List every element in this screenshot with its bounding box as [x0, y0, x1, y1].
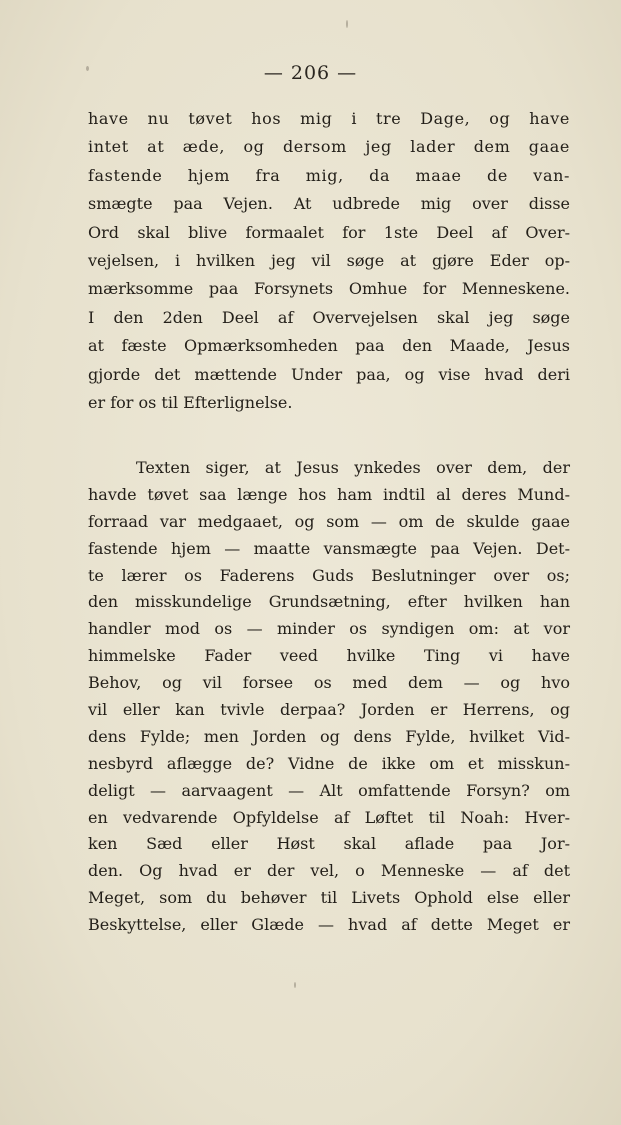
- text-line: nesbyrd aflægge de? Vidne de ikke om et misskun-: [88, 753, 570, 773]
- page-number: — 206 —: [263, 62, 358, 84]
- text-line: Beskyttelse, eller Glæde — hvad af dette Meget er: [88, 915, 570, 935]
- paragraph-texten: [88, 455, 570, 939]
- paragraph-continuation: [88, 105, 570, 417]
- text-line: himmelske Fader veed hvilke Ting vi have: [88, 646, 570, 666]
- paper-speck: [294, 982, 296, 988]
- text-line: at fæste Opmærksomheden paa den Maade, Jesus: [88, 336, 570, 356]
- text-line: te lærer os Faderens Guds Beslutninger over os;: [88, 565, 570, 585]
- text-line: have nu tøvet hos mig i tre Dage, og have: [88, 109, 570, 128]
- text-line: deligt — aarvaagent — Alt omfattende Forsyn? om: [88, 780, 570, 800]
- text-line: en vedvarende Opfyldelse af Løftet til Noah: Hver-: [88, 807, 570, 827]
- text-line: Texten siger, at Jesus ynkedes over dem, der: [136, 458, 570, 477]
- text-line: er for os til Efterlignelse.: [88, 392, 293, 412]
- text-line: vejelsen, i hvilken jeg vil søge at gjøre Eder op-: [88, 250, 570, 270]
- text-line: ken Sæd eller Høst skal aflade paa Jor-: [88, 834, 570, 854]
- text-line: gjorde det mættende Under paa, og vise hvad deri: [88, 364, 570, 384]
- text-line: dens Fylde; men Jorden og dens Fylde, hvilket Vid-: [88, 726, 570, 746]
- text-line: Ord skal blive formaalet for 1ste Deel af Over-: [88, 222, 570, 242]
- text-line: fastende hjem fra mig, da maae de van-: [88, 165, 570, 185]
- text-line: forraad var medgaaet, og som — om de skulde gaae: [88, 511, 570, 531]
- text-line: fastende hjem — maatte vansmægte paa Vejen. Det-: [88, 538, 570, 558]
- text-line: den misskundelige Grundsætning, efter hvilken han: [88, 592, 570, 612]
- text-line: intet at æde, og dersom jeg lader dem gaae: [88, 137, 570, 157]
- text-line: den. Og hvad er der vel, o Menneske — af det: [88, 861, 570, 881]
- text-line: havde tøvet saa længe hos ham indtil al deres Mund-: [88, 484, 570, 504]
- paper-speck: [86, 66, 89, 71]
- text-line: Meget, som du behøver til Livets Ophold else eller: [88, 888, 570, 908]
- text-line: smægte paa Vejen. At udbrede mig over disse: [88, 194, 570, 214]
- text-line: mærksomme paa Forsynets Omhue for Menneskene.: [88, 279, 570, 299]
- paper-speck: [346, 20, 348, 28]
- text-line: handler mod os — minder os syndigen om: at vor: [88, 619, 570, 639]
- text-line: I den 2den Deel af Overvejelsen skal jeg søge: [88, 307, 570, 327]
- text-line: vil eller kan tvivle derpaa? Jorden er Herrens, og: [88, 700, 570, 720]
- text-line: Behov, og vil forsee os med dem — og hvo: [88, 673, 570, 693]
